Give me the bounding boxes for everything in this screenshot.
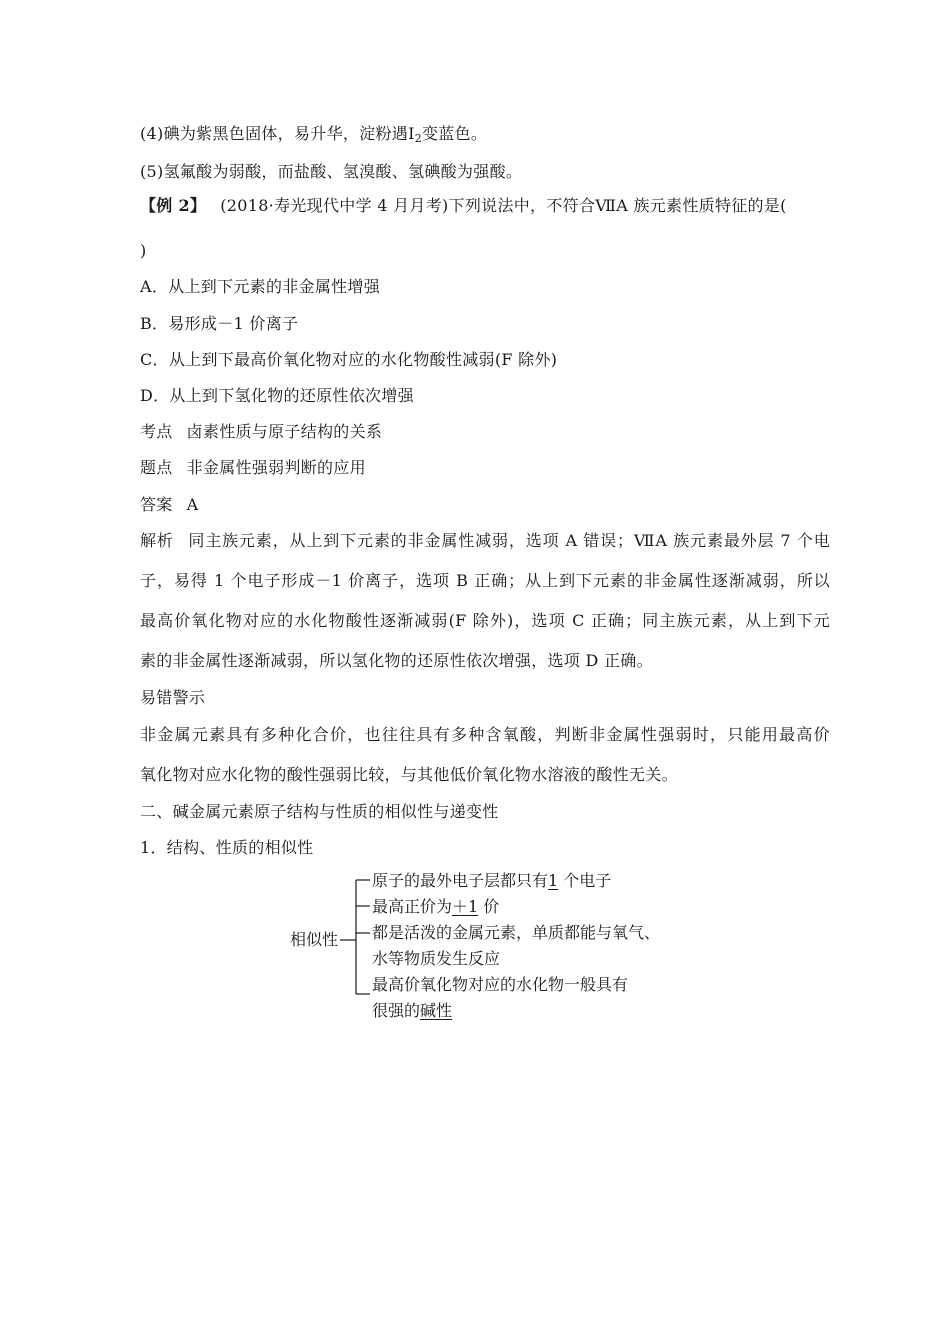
analysis-text-1: 同主族元素，从上到下元素的非金属性减弱，选项 A 错误；ⅦA 族元素最外层 7 个电 bbox=[187, 531, 830, 550]
tidian-label: 题点 bbox=[140, 458, 173, 477]
item-4b-text: 很强的 bbox=[372, 1001, 421, 1020]
iodine-symbol: I bbox=[408, 124, 415, 143]
answer-label: 答案 bbox=[140, 495, 173, 514]
example-text: (2018·寿光现代中学 4 月月考)下列说法中，不符合ⅦA 族元素性质特征的是( bbox=[220, 196, 787, 215]
option-b: B．易形成－1 价离子 bbox=[140, 314, 299, 333]
item-2-underlined: ＋1 bbox=[452, 897, 479, 916]
section-heading-2: 二、碱金属元素原子结构与性质的相似性与递变性 bbox=[140, 802, 499, 821]
kaodian-text: 卤素性质与原子结构的关系 bbox=[186, 422, 383, 441]
option-a: A．从上到下元素的非金属性增强 bbox=[140, 277, 381, 296]
similarity-item-4a: 最高价氧化物对应的水化物一般具有 bbox=[372, 975, 629, 994]
item-1-underlined: 1 bbox=[548, 871, 559, 890]
item-2-tail: 价 bbox=[478, 897, 500, 916]
subheading-1: 1．结构、性质的相似性 bbox=[140, 838, 314, 857]
point-5: (5)氢氟酸为弱酸，而盐酸、氢溴酸、氢碘酸为强酸。 bbox=[140, 162, 523, 181]
item-1-text: 原子的最外电子层都只有 bbox=[372, 871, 549, 890]
analysis-line-2: 子，易得 1 个电子形成－1 价离子，选项 B 正确；从上到下元素的非金属性逐渐减弱，所以 bbox=[140, 571, 830, 590]
similarity-item-3a: 都是活泼的金属元素，单质都能与氧气、 bbox=[372, 923, 661, 942]
answer-text: A bbox=[186, 495, 199, 514]
item-4b-underlined: 碱性 bbox=[420, 1001, 453, 1020]
point-4-tail: 变蓝色。 bbox=[422, 124, 488, 143]
analysis-line-4: 素的非金属性逐渐减弱，所以氢化物的还原性依次增强，选项 D 正确。 bbox=[140, 651, 653, 670]
example-tag: 【例 2】 bbox=[140, 196, 207, 215]
similarity-label: 相似性 bbox=[290, 930, 339, 949]
item-1-tail: 个电子 bbox=[558, 871, 612, 890]
warning-title: 易错警示 bbox=[140, 688, 206, 707]
kaodian-label: 考点 bbox=[140, 422, 173, 441]
iodine-subscript: 2 bbox=[414, 132, 423, 145]
tidian-text: 非金属性强弱判断的应用 bbox=[186, 458, 366, 477]
similarity-item-3b: 水等物质发生反应 bbox=[372, 949, 501, 968]
item-2-text: 最高正价为 bbox=[372, 897, 453, 916]
point-4-text: (4)碘为紫黑色固体，易升华，淀粉遇 bbox=[140, 124, 409, 143]
warning-line-1: 非金属元素具有多种化合价，也往往具有多种含氧酸，判断非金属性强弱时，只能用最高价 bbox=[140, 725, 830, 744]
example-close-paren: ) bbox=[140, 241, 147, 260]
warning-line-2: 氧化物对应水化物的酸性强弱比较，与其他低价氧化物水溶液的酸性无关。 bbox=[140, 765, 678, 784]
analysis-line-3: 最高价氧化物对应的水化物酸性逐渐减弱(F 除外)，选项 C 正确；同主族元素，从上到下元 bbox=[140, 611, 830, 630]
analysis-label: 解析 bbox=[140, 531, 174, 550]
similarity-item-2 bbox=[372, 896, 499, 918]
option-d: D．从上到下氢化物的还原性依次增强 bbox=[140, 386, 414, 405]
similarity-item-1 bbox=[372, 870, 611, 892]
similarity-item-4b bbox=[372, 1000, 452, 1022]
option-c: C．从上到下最高价氧化物对应的水化物酸性减弱(F 除外) bbox=[140, 350, 558, 369]
